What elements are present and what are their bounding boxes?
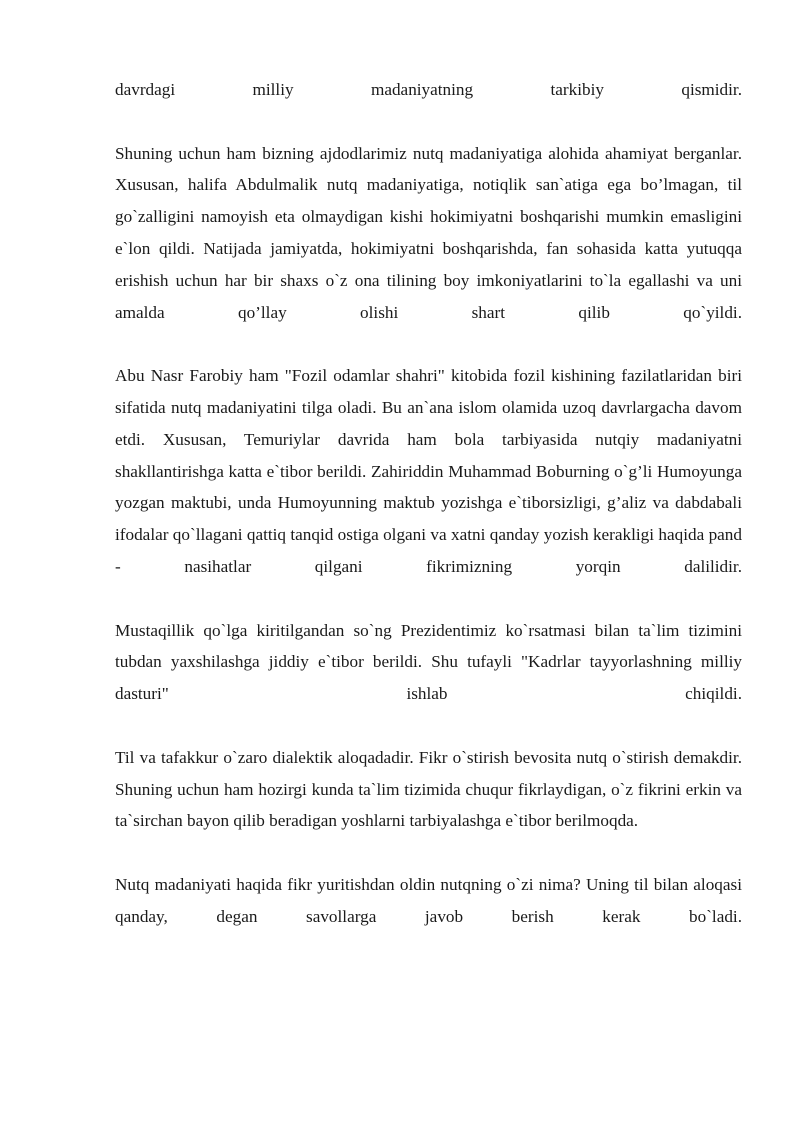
paragraph-5: Til va tafakkur o`zaro dialektik aloqadadir. Fikr o`stirish bevosita nutq o`stirish demakdir. Shuning uchun ham hozirgi kunda ta`lim tizimida chuqur fikrlaydigan, o`z fikrini erkin va ta`sirchan bayon qilib beradigan yoshlarni tarbiyalashga e`tibor berilmoqda. — [115, 747, 742, 831]
paragraph-4: Mustaqillik qo`lga kiritilgandan so`ng Prezidentimiz ko`rsatmasi bilan ta`lim tizimini tubdan yaxshilashga jiddiy e`tibor berildi. Shu tufayli "Kadrlar tayyorlashning milliy dasturi" ishlab chiqildi. — [115, 620, 742, 704]
document-page — [115, 74, 742, 964]
paragraph-1: davrdagi milliy madaniyatning tarkibiy qismidir. — [115, 80, 742, 99]
paragraph-6: Nutq madaniyati haqida fikr yuritishdan oldin nutqning o`zi nima? Uning til bilan aloqasi qanday, degan savollarga javob berish kerak bo`ladi. — [115, 874, 742, 926]
paragraph-3: Abu Nasr Farobiy ham "Fozil odamlar shahri" kitobida fozil kishining fazilatlaridan biri sifatida nutq madaniyatini tilga oladi. Bu an`ana islom olamida uzoq davrlargacha davom etdi. Xususan, Temuriylar davrida ham bola tarbiyasida nutqiy madaniyatni shakllantirishga katta e`tibor berildi. Zahiriddin Muhammad Boburning o`g’li Humoyunga yozgan maktubi, unda Humoyunning maktub yozishga e`tiborsizligi, g’aliz va dabdabali ifodalar qo`llagani qattiq tanqid ostiga olgani va xatni qanday yozish kerakligi haqida pand - nasihatlar qilgani fikrimizning yorqin dalilidir. — [115, 366, 742, 576]
paragraph-2: Shuning uchun ham bizning ajdodlarimiz nutq madaniyatiga alohida ahamiyat berganlar. Xususan, halifa Abdulmalik nutq madaniyatiga, notiqlik san`atiga ega bo’lmagan, til go`zalligini namoyish eta olmaydigan kishi hokimiyatni boshqarishi mumkin emasligini e`lon qildi. Natijada jamiyatda, hokimiyatni boshqarishda, fan sohasida katta yutuqqa erishish uchun har bir shaxs o`z ona tilining boy imkoniyatlarini to`la egallashi va uni amalda qo’llay olishi shart qilib qo`yildi. — [115, 143, 742, 322]
